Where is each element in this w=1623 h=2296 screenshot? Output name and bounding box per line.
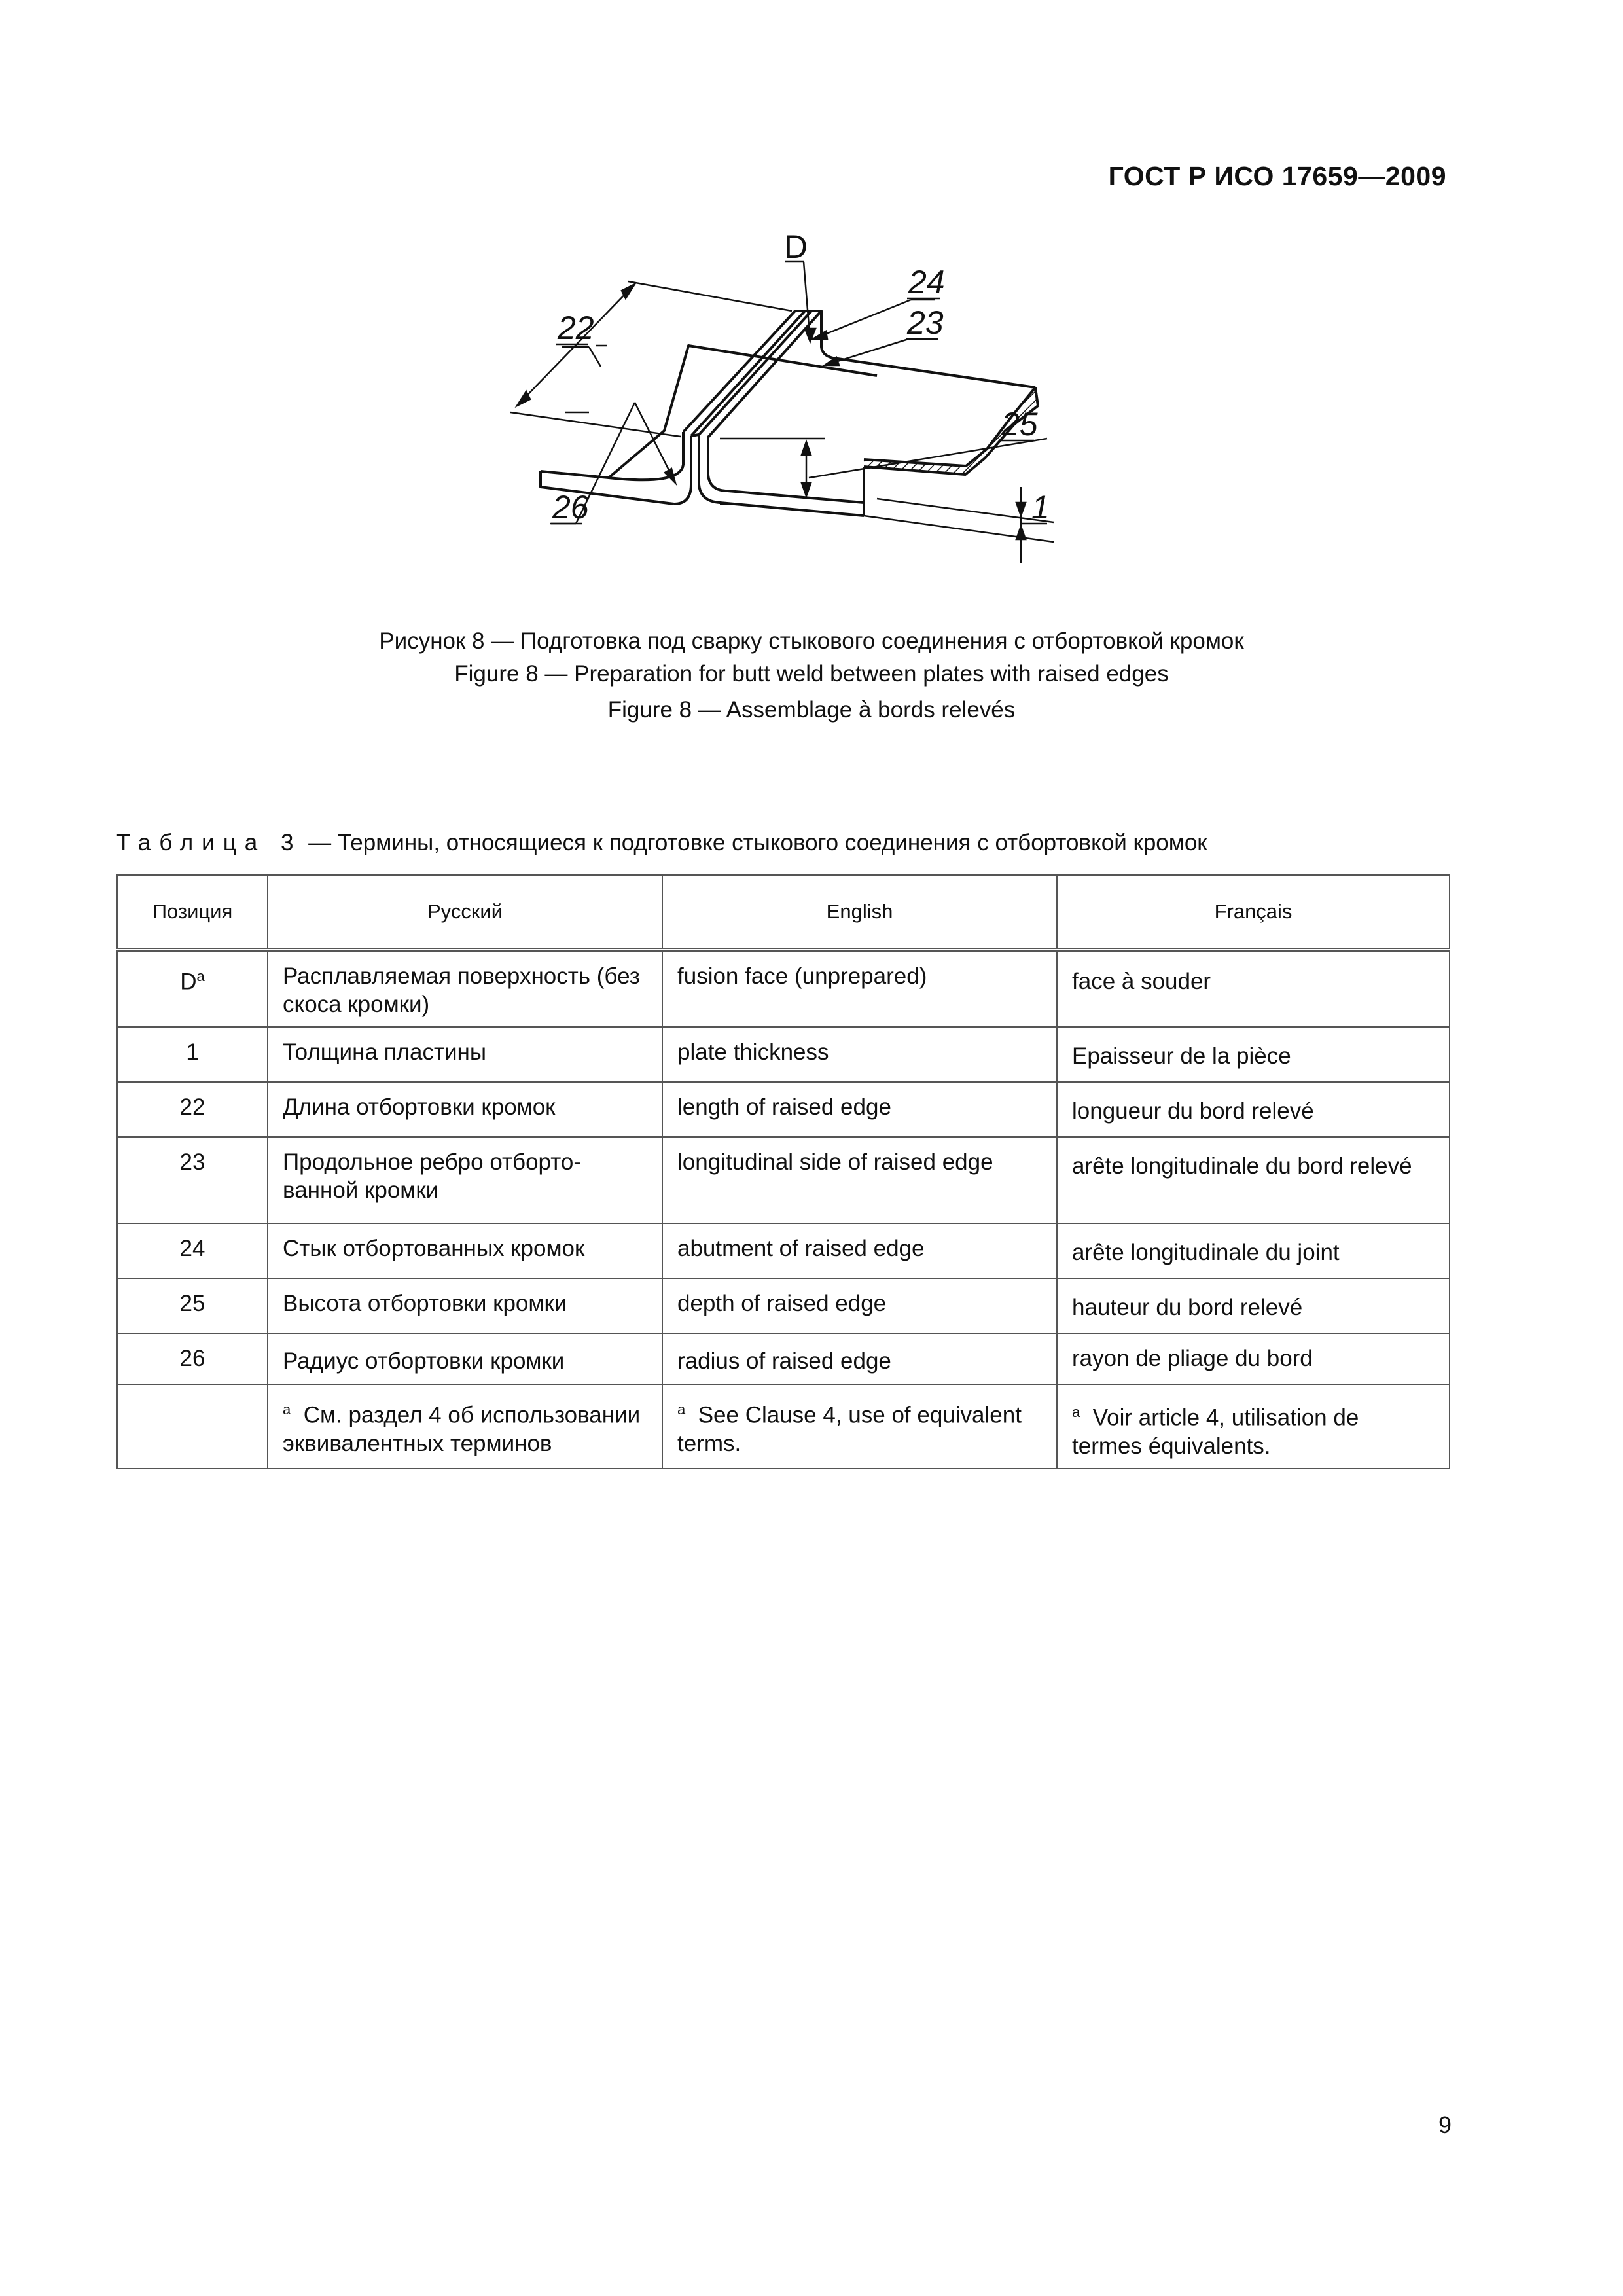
footnote-french: $^a$ Voir article 4, utilisation de termes équivalents. (1057, 1384, 1450, 1469)
table-row (117, 1223, 1450, 1278)
table-number: Таблица 3 (116, 830, 302, 855)
document-header: ГОСТ Р ИСО 17659—2009 (1108, 161, 1446, 191)
figure-captions (0, 625, 1623, 726)
label-1: 1 (1031, 489, 1050, 526)
right-flange (699, 311, 821, 437)
cell-russian: Длина отбортовки кромок (268, 1082, 662, 1137)
raised-edge-joint-diagram (497, 216, 1086, 583)
table-row (117, 1137, 1450, 1223)
cell-english: longitudinal side of raised edge (662, 1137, 1057, 1223)
caption-en: Figure 8 — Preparation for butt weld between plates with raised edges (454, 661, 1169, 687)
cell-french: Epaisseur de la pièce (1057, 1027, 1450, 1082)
label-25: 25 (1001, 406, 1038, 442)
cell-english: radius of raised edge (662, 1333, 1057, 1384)
table-row (117, 1278, 1450, 1333)
cell-position: 25 (117, 1278, 268, 1333)
page-number: 9 (1438, 2111, 1452, 2138)
cell-position: 26 (117, 1333, 268, 1384)
caption-ru: Рисунок 8 — Подготовка под сварку стыкового соединения с отбортовкой кромок (379, 628, 1244, 654)
cell-english: fusion face (unprepared) (662, 950, 1057, 1027)
label-23: 23 (907, 304, 944, 341)
label-24: 24 (908, 264, 945, 300)
cell-russian: Высота отбортовки кромки (268, 1278, 662, 1333)
table-footnote-row (117, 1384, 1450, 1469)
cell-russian: Расплавляемая поверхность (без скоса кромки) (268, 950, 662, 1027)
footnote-russian: $^a$ См. раздел 4 об использовании эквивалентных терминов (268, 1384, 662, 1469)
cell-russian: Стык отбортованных кромок (268, 1223, 662, 1278)
cell-position: 22 (117, 1082, 268, 1137)
table-header-row (117, 875, 1450, 950)
table-row (117, 950, 1450, 1027)
cell-french: face à souder (1057, 950, 1450, 1027)
label-22: 22 (558, 310, 594, 346)
cell-position: 23 (117, 1137, 268, 1223)
terms-table (116, 874, 1450, 1469)
cell-position: $D^a$ (117, 950, 268, 1027)
cell-position: 1 (117, 1027, 268, 1082)
cell-position-empty (117, 1384, 268, 1469)
table-row (117, 1333, 1450, 1384)
table-row (117, 1082, 1450, 1137)
caption-fr: Figure 8 — Assemblage à bords relevés (607, 697, 1016, 723)
cell-french: arête longitudinale du bord relevé (1057, 1137, 1450, 1223)
label-26: 26 (552, 489, 589, 526)
cell-russian: Толщина пластины (268, 1027, 662, 1082)
cell-english: abutment of raised edge (662, 1223, 1057, 1278)
table-title (116, 830, 1207, 856)
cell-english: length of raised edge (662, 1082, 1057, 1137)
header-position: Позиция (117, 875, 268, 950)
cell-french: longueur du bord relevé (1057, 1082, 1450, 1137)
header-russian: Русский (268, 875, 662, 950)
left-flange (683, 311, 805, 436)
figure-8-drawing (497, 216, 1086, 583)
cell-english: depth of raised edge (662, 1278, 1057, 1333)
header-french: Français (1057, 875, 1450, 950)
cell-french: hauteur du bord relevé (1057, 1278, 1450, 1333)
footnote-english: $^a$ See Clause 4, use of equivalent terms. (662, 1384, 1057, 1469)
label-D: D (784, 228, 808, 265)
cell-french: rayon de pliage du bord (1057, 1333, 1450, 1384)
cell-english: plate thickness (662, 1027, 1057, 1082)
cell-position: 24 (117, 1223, 268, 1278)
cell-russian: Продольное ребро отбортованной кромки (268, 1137, 662, 1223)
table-caption: — Термины, относящиеся к подготовке стыкового соединения с отбортовкой кромок (308, 830, 1207, 855)
cell-french: arête longitudinale du joint (1057, 1223, 1450, 1278)
table-row (117, 1027, 1450, 1082)
header-english: English (662, 875, 1057, 950)
cell-russian: Радиус отбортовки кромки (268, 1333, 662, 1384)
